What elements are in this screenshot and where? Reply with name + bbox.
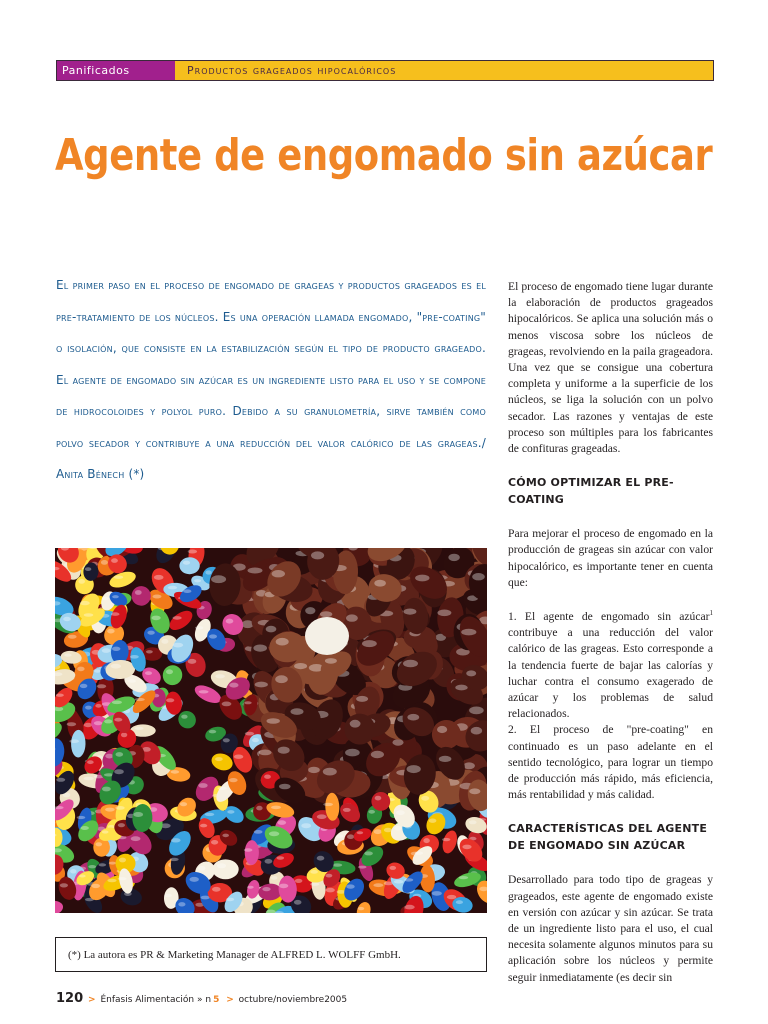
bean-highlight xyxy=(80,684,88,688)
bean-highlight xyxy=(107,879,116,882)
subheading-precoating: CÓMO OPTIMIZAR EL PRE-COATING xyxy=(508,476,674,506)
bean-highlight xyxy=(472,573,485,580)
bean-highlight xyxy=(173,616,182,620)
bean-highlight xyxy=(364,851,373,855)
bean-highlight xyxy=(147,631,154,635)
bean-highlight xyxy=(245,732,254,736)
bean-highlight xyxy=(107,629,114,634)
chevron-separator-icon: > xyxy=(226,995,234,1005)
bean-highlight xyxy=(188,550,197,554)
bean-highlight xyxy=(84,777,94,781)
bean-highlight xyxy=(84,613,94,616)
white-jelly-bean xyxy=(305,617,349,655)
bean-highlight xyxy=(357,831,363,834)
bean-highlight xyxy=(181,715,187,719)
bean-highlight xyxy=(105,754,113,759)
magazine-name: Énfasis Alimentación xyxy=(100,995,195,1005)
jelly-beans-image xyxy=(55,548,487,913)
bean-highlight xyxy=(471,727,482,735)
author-footnote-text: (*) La autora es PR & Marketing Manager de ALFRED L. WOLFF GmbH. xyxy=(68,948,401,961)
bean-highlight xyxy=(121,733,127,738)
bean-highlight xyxy=(253,645,267,652)
bean-highlight xyxy=(415,852,423,855)
section-header xyxy=(56,60,714,81)
bean-highlight xyxy=(317,814,327,819)
bean-highlight xyxy=(345,749,360,757)
jelly-beans-photo xyxy=(55,548,487,913)
bean-highlight xyxy=(311,551,324,559)
bean-highlight xyxy=(114,718,122,722)
bean-highlight xyxy=(166,698,174,702)
bean-highlight xyxy=(222,702,232,707)
bean-highlight xyxy=(256,806,262,811)
bean-highlight xyxy=(244,848,253,852)
bean-highlight xyxy=(375,796,382,801)
bean-highlight xyxy=(180,802,187,806)
bean-highlight xyxy=(229,778,238,782)
bean-highlight xyxy=(105,808,115,812)
body-paragraph-point-2: 2. El proceso de "pre-coating" en continuado es un paso adelante en el sentido tecnológico, para lograr un tiempo de producción más rápido, más eficiencia, más rentabilidad y más calidad. xyxy=(508,723,713,802)
bean-highlight xyxy=(421,796,429,801)
bean-highlight xyxy=(469,820,477,824)
bean-highlight xyxy=(133,812,143,817)
bean-highlight xyxy=(218,787,227,790)
bean-highlight xyxy=(461,629,476,636)
point-1-lead: 1. El agente de engomado sin azúcar xyxy=(508,609,710,623)
bean-highlight xyxy=(222,834,229,838)
body-column xyxy=(508,279,713,986)
bean-highlight xyxy=(278,820,287,825)
bean-highlight xyxy=(78,579,85,584)
bean-highlight xyxy=(87,760,94,764)
bean-highlight xyxy=(404,905,414,910)
bean-highlight xyxy=(77,816,86,819)
bean-highlight xyxy=(264,775,271,779)
bean-highlight xyxy=(295,879,303,883)
bean-highlight xyxy=(384,828,392,833)
author-footnote xyxy=(55,937,487,972)
bean-highlight xyxy=(373,883,383,887)
bean-highlight xyxy=(85,567,91,571)
bean-highlight xyxy=(111,558,118,563)
bean-highlight xyxy=(101,560,108,565)
bean-highlight xyxy=(80,601,90,605)
bean-highlight xyxy=(68,635,77,639)
footnote-marker: 1 xyxy=(709,609,713,618)
bean-highlight xyxy=(168,586,177,590)
bean-highlight xyxy=(469,707,484,715)
section-topic: Productos grageados hipocalóricos xyxy=(175,61,713,80)
bean-highlight xyxy=(60,883,68,887)
bean-highlight xyxy=(358,907,364,910)
bean-highlight xyxy=(265,859,273,864)
issue-number: 5 xyxy=(213,995,220,1005)
bean-highlight xyxy=(432,891,442,896)
bean-highlight xyxy=(211,840,218,845)
bean-highlight xyxy=(88,865,96,868)
bean-highlight xyxy=(326,874,333,878)
bean-highlight xyxy=(64,654,71,657)
bean-highlight xyxy=(347,834,354,839)
bean-highlight xyxy=(252,738,259,742)
bean-highlight xyxy=(114,576,124,579)
bean-highlight xyxy=(310,870,318,874)
lead-paragraph: El primer paso en el proceso de engomado de grageas y productos grageados es el pre-tratamiento de los núcleos. Es una operación llamada engomado, "pre-coating" o isolación, que consiste en la estabilización según el tipo de producto grageado. El agente de engomado sin azúcar es un ingrediente listo para el uso y se compone de hidrocoloides y polyol puro. Debido a su granulometría, sirve también como polvo secador y contribuye a una reducción del valor calórico de las grageas./ Anita Bénech (*) xyxy=(56,278,486,481)
bean-highlight xyxy=(67,722,76,726)
issue-prefix: » n xyxy=(197,995,212,1005)
bean-highlight xyxy=(79,875,86,878)
page-footer xyxy=(56,991,347,1006)
bean-highlight xyxy=(456,900,463,904)
bean-highlight xyxy=(115,806,124,810)
bean-highlight xyxy=(173,643,183,648)
bean-highlight xyxy=(102,648,111,653)
bean-highlight xyxy=(462,845,471,850)
bean-highlight xyxy=(466,670,476,676)
chevron-separator-icon: > xyxy=(88,995,96,1005)
bean-highlight xyxy=(153,595,162,599)
bean-highlight xyxy=(291,708,304,715)
bean-highlight xyxy=(199,690,209,693)
body-paragraph: Para mejorar el proceso de engomado en la producción de grageas sin azúcar con valor hipocalórico, es importante tener en cuenta que: xyxy=(508,527,713,589)
bean-highlight xyxy=(279,884,288,889)
bean-highlight xyxy=(277,856,285,859)
body-paragraph-point-1 xyxy=(508,605,713,722)
bean-highlight xyxy=(248,568,263,574)
bean-highlight xyxy=(166,669,173,674)
bean-highlight xyxy=(390,866,397,870)
bean-highlight xyxy=(255,682,268,688)
issue-date: octubre/noviembre2005 xyxy=(238,995,348,1005)
bean-highlight xyxy=(194,579,201,582)
body-paragraph: Desarrollado para todo tipo de grageas y grageados, este agente de engomado existe en versión con azúcar y sin azúcar. Se trata de un ingrediente listo para el uso, el cual necesita solamente algunos minutos para su aplicación sobre los núcleos y permite seguir inmediatamente (es decir sin xyxy=(508,873,713,984)
bean-highlight xyxy=(247,886,254,889)
bean-highlight xyxy=(84,723,93,727)
body-paragraph: El proceso de engomado tiene lugar durante la elaboración de productos grageados hipocalóricos. Se aplica una solución más o menos viscosa sobre los núcleos de grageas, revolviendo en la paila grageadora. Una vez que se consigue una cobertura completa y uniforme a la superficie de los núcleos, se liga la solución con un polvo secador. Las razones y ventajas de este proceso son múltiples para los fabricantes de confituras grageadas. xyxy=(508,280,713,456)
bean-highlight xyxy=(266,626,277,633)
bean-highlight xyxy=(183,561,190,565)
bean-highlight xyxy=(447,895,456,899)
bean-highlight xyxy=(336,835,343,838)
bean-highlight xyxy=(102,830,109,833)
bean-highlight xyxy=(358,866,367,869)
bean-highlight xyxy=(437,610,451,617)
page-number: 120 xyxy=(56,991,84,1006)
bean-highlight xyxy=(294,663,307,669)
bean-highlight xyxy=(323,803,333,806)
bean-highlight xyxy=(326,888,335,893)
bean-highlight xyxy=(323,768,337,776)
bean-highlight xyxy=(226,898,234,902)
bean-highlight xyxy=(97,684,106,688)
bean-highlight xyxy=(455,685,467,691)
bean-highlight xyxy=(439,756,452,762)
bean-highlight xyxy=(244,701,251,704)
jelly-bean xyxy=(245,840,259,865)
bean-highlight xyxy=(95,704,101,708)
bean-highlight xyxy=(198,866,205,871)
bean-highlight xyxy=(217,863,226,868)
bean-highlight xyxy=(104,719,112,723)
bean-highlight xyxy=(350,720,361,728)
bean-highlight xyxy=(267,718,280,724)
bean-highlight xyxy=(205,813,215,816)
bean-highlight xyxy=(463,762,475,769)
bean-highlight xyxy=(368,810,375,814)
bean-highlight xyxy=(102,597,109,600)
bean-highlight xyxy=(145,671,152,675)
bean-highlight xyxy=(423,838,429,843)
point-1-rest: contribuye a una reducción del valor calórico de las grageas. Esto corresponde a la tendencia fuerte de bajar las calorías y luchar contra el consumo exagerado de azúcar y los problemas de salud relacionados. xyxy=(508,626,713,721)
bean-highlight xyxy=(131,836,141,841)
bean-highlight xyxy=(332,863,342,866)
bean-highlight xyxy=(271,806,281,810)
bean-highlight xyxy=(94,721,102,725)
bean-highlight xyxy=(215,757,223,761)
jelly-bean xyxy=(212,859,238,879)
bean-highlight xyxy=(269,831,279,836)
bean-highlight xyxy=(127,679,136,683)
bean-highlight xyxy=(170,858,179,861)
bean-highlight xyxy=(109,862,116,865)
bean-highlight xyxy=(164,894,172,898)
bean-highlight xyxy=(69,739,79,743)
bean-highlight xyxy=(91,884,100,888)
bean-highlight xyxy=(135,590,142,595)
bean-highlight xyxy=(394,826,402,830)
bean-highlight xyxy=(114,769,124,774)
bean-highlight xyxy=(276,638,289,646)
section-tag: Panificados xyxy=(57,61,175,80)
bean-highlight xyxy=(63,617,71,621)
bean-highlight xyxy=(362,640,377,647)
bean-highlight xyxy=(429,819,437,823)
bean-highlight xyxy=(346,884,354,888)
bean-highlight xyxy=(371,751,384,758)
bean-highlight xyxy=(394,880,403,884)
bean-highlight xyxy=(205,570,211,574)
bean-highlight xyxy=(404,609,417,615)
bean-highlight xyxy=(85,706,92,710)
bean-highlight xyxy=(118,877,127,880)
bean-highlight xyxy=(415,575,429,582)
bean-highlight xyxy=(305,607,315,614)
bean-highlight xyxy=(356,696,368,702)
bean-highlight xyxy=(209,730,216,734)
bean-highlight xyxy=(374,829,382,834)
bean-highlight xyxy=(294,900,302,905)
bean-highlight xyxy=(404,878,413,881)
article-title: Agente de engomado sin azúcar xyxy=(55,130,713,181)
bean-highlight xyxy=(135,727,144,730)
bean-highlight xyxy=(212,887,221,892)
bean-highlight xyxy=(215,674,225,678)
bean-highlight xyxy=(112,701,122,705)
bean-highlight xyxy=(70,869,76,873)
bean-highlight xyxy=(130,655,139,659)
bean-highlight xyxy=(195,626,203,629)
bean-highlight xyxy=(102,787,111,792)
bean-highlight xyxy=(111,664,121,669)
bean-highlight xyxy=(234,755,243,759)
bean-highlight xyxy=(171,838,181,842)
bean-highlight xyxy=(112,595,119,598)
bean-highlight xyxy=(56,778,65,782)
bean-highlight xyxy=(271,876,277,880)
bean-highlight xyxy=(407,714,419,721)
bean-highlight xyxy=(403,660,418,668)
bean-highlight xyxy=(442,838,450,841)
bean-highlight xyxy=(448,554,459,561)
bean-highlight xyxy=(325,658,337,664)
bean-highlight xyxy=(229,683,238,688)
bean-highlight xyxy=(223,738,230,742)
bean-highlight xyxy=(161,639,168,644)
bean-highlight xyxy=(183,589,191,593)
bean-highlight xyxy=(171,770,179,774)
bean-highlight xyxy=(201,896,210,900)
bean-highlight xyxy=(200,824,207,828)
bean-highlight xyxy=(211,575,226,583)
bean-highlight xyxy=(116,752,124,757)
bean-highlight xyxy=(227,810,234,814)
bean-highlight xyxy=(81,826,89,830)
bean-highlight xyxy=(56,694,64,697)
bean-highlight xyxy=(317,856,325,861)
bean-highlight xyxy=(188,659,197,664)
bean-highlight xyxy=(437,726,447,733)
bean-highlight xyxy=(407,765,421,773)
bean-highlight xyxy=(94,670,101,673)
bean-highlight xyxy=(272,570,285,577)
bean-highlight xyxy=(310,883,319,886)
bean-highlight xyxy=(279,784,291,790)
bean-highlight xyxy=(278,747,290,754)
bean-highlight xyxy=(119,858,126,863)
bean-highlight xyxy=(320,611,332,617)
bean-highlight xyxy=(154,575,164,580)
bean-highlight xyxy=(301,823,311,828)
bean-highlight xyxy=(118,823,125,827)
bean-highlight xyxy=(396,810,405,815)
bean-highlight xyxy=(178,902,185,906)
bean-highlight xyxy=(77,667,84,672)
bean-highlight xyxy=(209,634,217,638)
bean-highlight xyxy=(111,612,120,616)
bean-highlight xyxy=(99,863,107,866)
bean-highlight xyxy=(346,614,358,621)
bean-highlight xyxy=(96,842,103,846)
bean-highlight xyxy=(152,616,161,621)
bean-highlight xyxy=(198,783,207,788)
bean-highlight xyxy=(262,887,270,891)
bean-highlight xyxy=(146,650,153,653)
bean-highlight xyxy=(374,580,386,587)
bean-highlight xyxy=(112,647,120,651)
bean-highlight xyxy=(259,750,272,756)
bean-highlight xyxy=(226,619,234,624)
subheading-characteristics: CARACTERÍSTICAS DEL AGENTE DE ENGOMADO SIN AZÚCAR xyxy=(508,822,708,852)
bean-highlight xyxy=(254,830,263,834)
bean-highlight xyxy=(190,877,199,882)
bean-highlight xyxy=(135,698,145,701)
bean-highlight xyxy=(275,675,288,683)
bean-highlight xyxy=(343,808,351,812)
bean-highlight xyxy=(469,788,480,794)
bean-highlight xyxy=(308,767,320,773)
bean-highlight xyxy=(459,876,469,879)
